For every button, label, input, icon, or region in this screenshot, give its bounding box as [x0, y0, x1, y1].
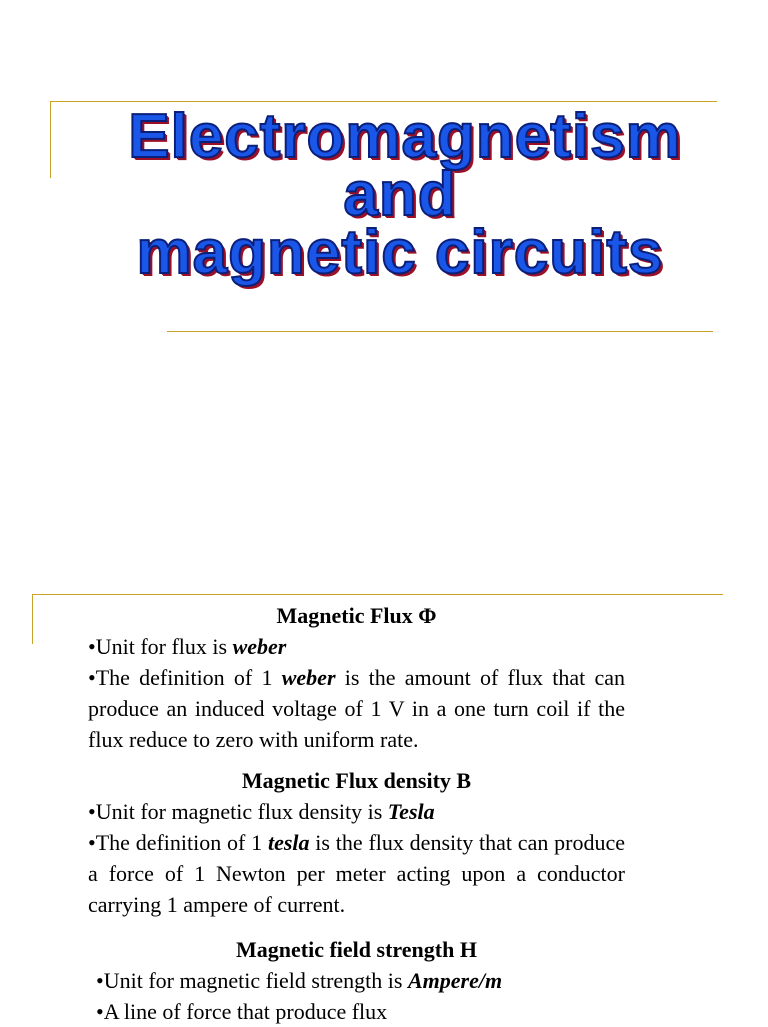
density-def-term: tesla — [267, 830, 310, 855]
density-heading: Magnetic Flux density B — [241, 768, 472, 793]
density-unit: •Unit for magnetic flux density is Tesla — [88, 799, 435, 824]
content-left-rule — [32, 594, 33, 644]
title-line-2: and — [343, 160, 457, 229]
title-line-3: magnetic circuits — [136, 218, 664, 287]
content-top-rule — [32, 594, 723, 595]
title-line-1: Electromagnetism — [128, 102, 682, 171]
slide-title — [60, 102, 740, 287]
field-unit: •Unit for magnetic field strength is Ampere/m — [96, 968, 503, 993]
field-unit-term: Ampere/m — [407, 968, 503, 993]
field-heading: Magnetic field strength H — [236, 937, 477, 962]
flux-definition: •The definition of 1 weber is the amount of flux that can produce an induced voltage of 1 V in a one turn coil if the flux reduce to zero with uniform rate. — [88, 665, 625, 752]
flux-unit: •Unit for flux is weber — [88, 634, 287, 659]
flux-def-term: weber — [281, 665, 336, 690]
field-line-2: •A line of force that produce flux — [96, 999, 388, 1024]
title-left-rule — [50, 101, 51, 178]
density-definition: •The definition of 1 tesla is the flux density that can produce a force of 1 Newton per meter acting upon a conductor carrying 1 ampere of current. — [88, 830, 625, 917]
title-bottom-rule — [167, 331, 713, 332]
flux-unit-term: weber — [232, 634, 287, 659]
slide-content — [88, 600, 625, 1027]
density-unit-term: Tesla — [387, 799, 435, 824]
flux-heading: Magnetic Flux Φ — [276, 603, 437, 628]
